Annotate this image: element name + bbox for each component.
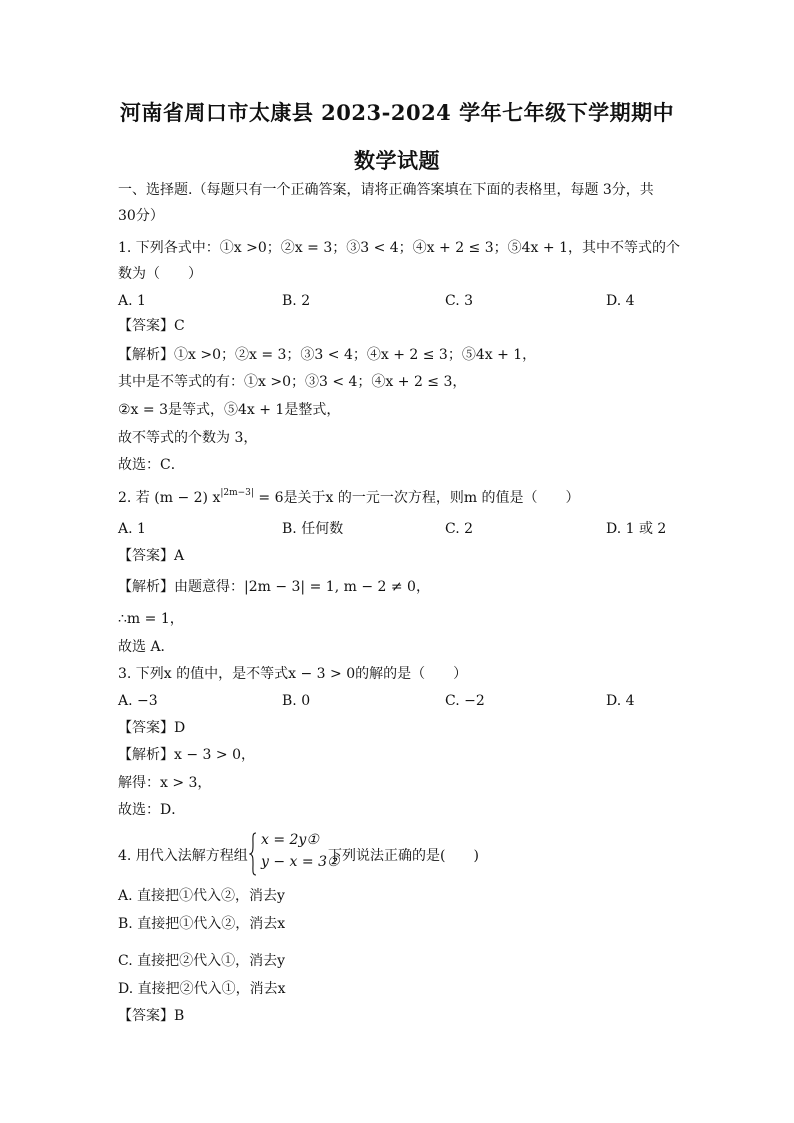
q4-stem-tail: 下列说法正确的是( ) bbox=[328, 848, 479, 864]
q1-stem: 1. 下列各式中：①x >0；②x = 3；③3 < 4；④x + 2 ≤ 3；⑤4x + 1，其中不等式的个 bbox=[118, 240, 680, 256]
q1-option-a: A. 1 bbox=[118, 293, 146, 309]
q1-analysis-line: 故不等式的个数为 3， bbox=[118, 430, 258, 446]
q2-analysis-line: 【解析】由题意得：|2m − 3| = 1, m − 2 ≠ 0， bbox=[118, 579, 430, 595]
q2-analysis-line: 故选 A． bbox=[118, 639, 175, 655]
q1-stem-continued: 数为（ ） bbox=[118, 266, 202, 282]
q1-option-c: C. 3 bbox=[445, 293, 474, 309]
left-brace-icon bbox=[249, 832, 257, 876]
q3-option-c: C. −2 bbox=[445, 693, 485, 709]
q2-option-a: A. 1 bbox=[118, 521, 146, 537]
q4-stem-lead: 4. 用代入法解方程组 bbox=[118, 848, 248, 864]
section-heading: 一、选择题.（每题只有一个正确答案，请将正确答案填在下面的表格里，每题 3分，共 bbox=[118, 182, 654, 198]
q4-answer: 【答案】B bbox=[118, 1008, 185, 1024]
q2-stem-suffix: = 6是关于x 的一元一次方程，则m 的值是（ ） bbox=[253, 490, 580, 506]
q2-analysis-line: ∴m = 1， bbox=[118, 611, 184, 627]
q1-analysis-line: 其中是不等式的有：①x >0；③3 < 4；④x + 2 ≤ 3， bbox=[118, 374, 467, 390]
q2-answer: 【答案】A bbox=[118, 548, 185, 564]
q3-option-a: A. −3 bbox=[118, 693, 158, 709]
q4-equation-1: x = 2y① bbox=[261, 832, 319, 848]
q3-answer: 【答案】D bbox=[118, 720, 186, 736]
section-heading-continued: 30分） bbox=[118, 208, 164, 224]
q4-option-d: D. 直接把②代入①，消去x bbox=[118, 981, 286, 997]
q3-stem: 3. 下列x 的值中，是不等式x − 3 > 0的解的是（ ） bbox=[118, 666, 468, 682]
exam-subtitle: 数学试题 bbox=[354, 148, 440, 173]
q1-option-d: D. 4 bbox=[606, 293, 635, 309]
q1-analysis-line: ②x = 3是等式，⑤4x + 1是整式， bbox=[118, 402, 341, 418]
q1-analysis-line: 故选：C． bbox=[118, 457, 185, 473]
exam-title: 河南省周口市太康县 2023-2024 学年七年级下学期期中 bbox=[119, 100, 675, 125]
q4-option-b: B. 直接把①代入②，消去x bbox=[118, 916, 286, 932]
q3-option-d: D. 4 bbox=[606, 693, 635, 709]
q3-analysis-line: 【解析】x − 3 > 0， bbox=[118, 747, 255, 763]
q4-option-a: A. 直接把①代入②，消去y bbox=[118, 888, 285, 904]
q2-stem bbox=[118, 488, 580, 510]
q3-option-b: B. 0 bbox=[282, 693, 311, 709]
q4-option-c: C. 直接把②代入①，消去y bbox=[118, 953, 286, 969]
q2-option-b: B. 任何数 bbox=[282, 521, 344, 537]
q2-option-d: D. 1 或 2 bbox=[606, 521, 667, 537]
q2-option-c: C. 2 bbox=[445, 521, 474, 537]
q2-exponent: |2m−3| bbox=[220, 488, 254, 498]
q3-analysis-line: 解得：x > 3， bbox=[118, 775, 212, 791]
q2-stem-prefix: 2. 若 (m − 2) x bbox=[118, 490, 221, 506]
q1-answer: 【答案】C bbox=[118, 318, 185, 334]
q4-equation-2: y − x = 3② bbox=[261, 854, 340, 870]
q1-analysis-line: 【解析】①x >0；②x = 3；③3 < 4；④x + 2 ≤ 3；⑤4x + 1， bbox=[118, 347, 537, 363]
q3-analysis-line: 故选：D． bbox=[118, 802, 186, 818]
q1-option-b: B. 2 bbox=[282, 293, 311, 309]
